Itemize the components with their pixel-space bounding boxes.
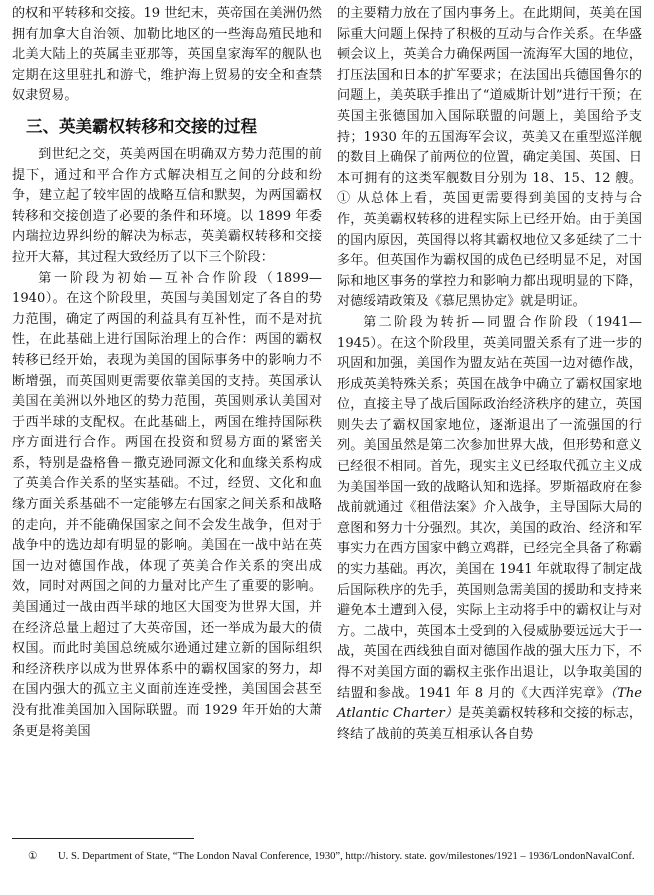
section-heading: 三、英美霸权转移和交接的过程 xyxy=(26,116,257,136)
right-column xyxy=(337,4,642,745)
footnote-divider xyxy=(12,838,194,839)
left-column xyxy=(12,4,322,742)
paragraph-text: 从总体上看，英国更需要得到美国的支持与合作，英美霸权转移的进程实际上已经开始。由于美国的国内原因，英国得以将其霸权地位又多延续了二十多年。但英国作为霸权国的成色已经明显不足，对国际和地区事务的掌控力和影响力都出现明显的下降，对德绥靖政策及《慕尼黑协定》就是明证。 xyxy=(337,191,642,310)
stage-two-paragraph xyxy=(337,313,642,745)
paragraph-text: 的主要精力放在了国内事务上。在此期间，英美在国际重大问题上保持了积极的互动与合作关系。在华盛顿会议上，英美合力确保两国一流海军大国的地位，打压法国和日本的扩军要求；在法国出兵德国鲁尔的问题上，美英联手推出了“道威斯计划”进行干预；在英国主张德国加入国际联盟的问题上，美国给予支持；1930 年的五国海军会议，英美又在重型巡洋舰的数目上确保了前两位的位置，确定美国、英国、日本可拥有的这类军舰数目分别为 18、15、12 艘。 xyxy=(337,6,642,186)
italic-citation: （The Atlantic Charter） xyxy=(337,685,643,722)
footnote-marker: ① xyxy=(28,851,38,862)
paragraph-text: 第二阶段为转折—同盟合作阶段（1941—1945）。在这个阶段里，英美同盟关系有了进一步的巩固和加强，美国作为盟友站在英国一边对德作战，形成英美特殊关系；英国在战争中确立了霸权国家地位，直接主导了战后国际政治经济秩序的建立，英国则失去了霸权国家地位，逐渐退出了一流强国的行列。美国虽然是第二次参加世界大战，但形势和意义已经很不相同。首先，现实主义已经取代孤立主义成为美国举国一致的战略认知和选择。罗斯福政府在参战前就通过《租借法案》介入战争，主导国际大局的意图和努力十分强烈。其次，美国的政治、经济和军事实力在西方国家中鹤立鸡群，已经完全具备了称霸的实力基础。再次，美国在 1941 年就取得了制定战后国际秩序的先手，英国则急需美国的援助和支持来避免本土遭到入侵，实际上主动将手中的霸权让与对方。二战中，英国本土受到的入侵威胁要远远大于一战，英国在西线独自面对德国作战的强大压力下，不得不对美国方面的霸权主张作出退让，以争取美国的结盟和参战。1941 年 8 月的《大西洋宪章》 xyxy=(337,314,642,701)
continued-paragraph xyxy=(337,4,642,313)
footnote-reference[interactable]: ① xyxy=(337,191,352,207)
footnote-text: U. S. Department of State, “The London Naval Conference, 1930”, http://history. state. gov/milestones/1921 – 1936/LondonNavalConf. xyxy=(58,851,635,862)
body-paragraph: 到世纪之交，英美两国在明确双方势力范围的前提下，通过和平合作方式解决相互之间的分歧和纷争，建立起了较牢固的战略互信和默契，为两国霸权转移和交接创造了必要的条件和环境。以 1899 年委内瑞拉边界纠纷的解决为标志，英美霸权转移和交接拉开大幕，其过程大致经历了以下三个阶段： xyxy=(12,146,322,265)
stage-one-paragraph: 第一阶段为初始—互补合作阶段（1899—1940）。在这个阶段里，英国与美国划定了各自的势力范围，确定了两国的利益具有互补性，而不是对抗性，在此基础上进行国际治理上的合作：两国的霸权转移已经开始，表现为美国的国际事务中的影响力不断增强，而英国则更需要依靠美国的支持。英国承认美国在美洲以外地区的势力范围，英国则承认美国对于西半球的支配权。在此基础上，两国在维持国际秩序方面进行合作。两国在投资和贸易方面的紧密关系，特别是盎格鲁－撒克逊同源文化和血缘关系构成了英美合作关系的坚实基础。不过，经贸、文化和血缘方面关系基础不一定能够左右国家之间关系和战略的走向，并不能确保国家之间不会发生战争，但对于战争中的选边却有明显的影响。美国在一战中站在英国一边对德国作战，体现了英美合作关系的突出成效，同时对两国之间的力量对比产生了重要的影响。美国通过一战由西半球的地区大国变为世界大国，并在经济总量上超过了大英帝国，还一举成为最大的债权国。而此时美国总统威尔逊通过建立新的国际组织和经济秩序以成为世界体系中的霸权国家的努力，却在国内强大的孤立主义面前连连受挫，美国国会甚至没有批准美国加入国际联盟。而 1929 年开始的大萧条更是将美国 xyxy=(12,270,322,739)
intro-paragraph: 的权和平转移和交接。19 世纪末，英帝国在美洲仍然拥有加拿大自治领、加勒比地区的一些海岛殖民地和北美大陆上的英属圭亚那等，英国皇家海军的舰队也定期在这里驻扎和游弋，维护海上贸易的安全和查禁奴隶贸易。 xyxy=(12,6,322,104)
footnote xyxy=(12,848,642,865)
paragraph-text: 是英美霸权转移和交接的标志，终结了战前的英美互相承认各自势 xyxy=(337,706,642,742)
